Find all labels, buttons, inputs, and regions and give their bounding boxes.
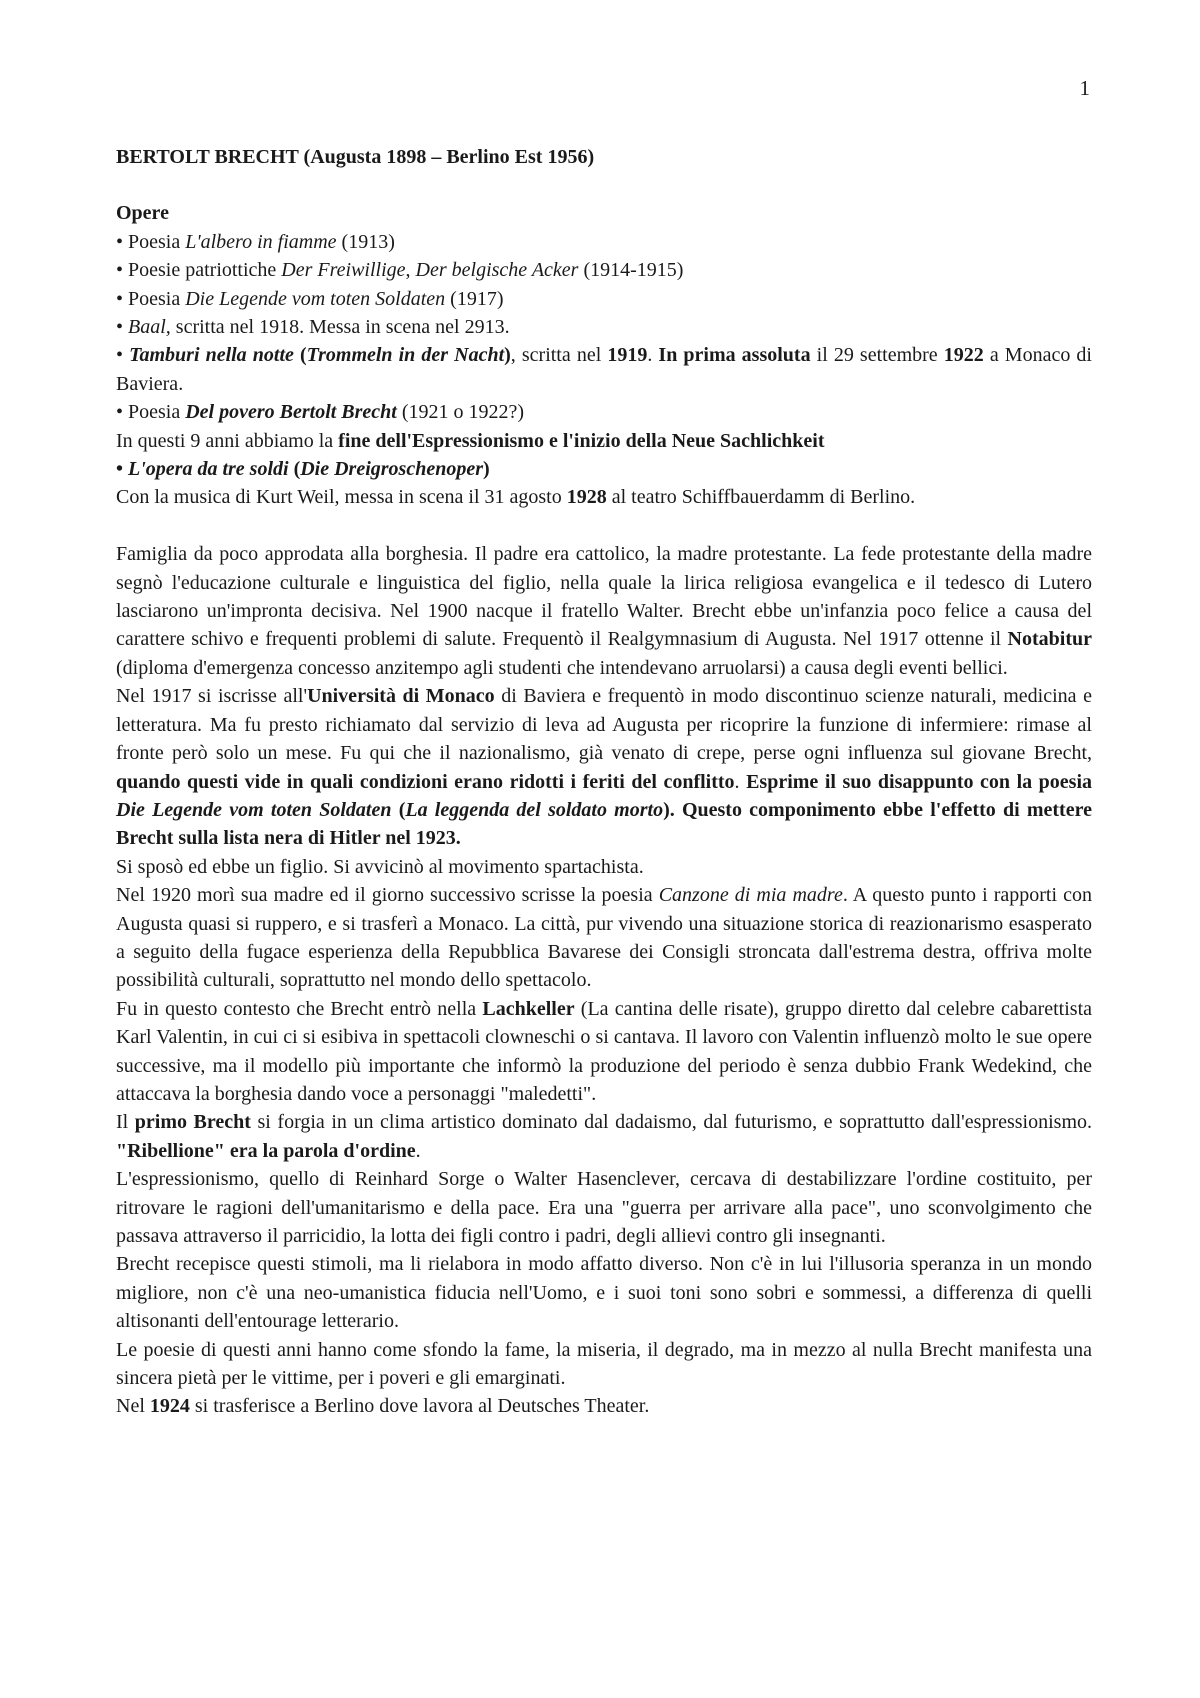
bold-run: In prima assoluta <box>658 344 811 367</box>
paragraph <box>116 1392 1092 1420</box>
text-run: • Poesia <box>116 287 186 310</box>
text-run: . A questo punto i rapporti con Augusta quasi si ruppero, e si trasferì a Monaco. La città, pur vivendo una situazione storica di reazionarismo esasperato a seguito della fugace esperienza della Repubblica Bavarese dei Consigli stroncata dall'estrema destra, offriva molte possibilità culturali, soprattutto nel mondo dello spettacolo. <box>116 884 1092 992</box>
text-run: si forgia in un clima artistico dominato dal dadaismo, dal futurismo, e soprattutto dall'espressionismo. <box>250 1111 1092 1134</box>
text-run: (1914-1915) <box>578 259 684 282</box>
bold-run: ) <box>504 344 511 367</box>
works-item <box>116 455 1092 483</box>
bold-italic-run <box>185 401 397 423</box>
works-item <box>116 285 1092 313</box>
bold-italic-run <box>307 344 505 366</box>
bold-run: 1924 <box>149 1395 190 1418</box>
bold-run: 1922 <box>943 344 984 367</box>
italic-run: Die Legende vom toten Soldaten <box>185 287 446 310</box>
works-heading: Opere <box>116 202 169 225</box>
text-run: si trasferisce a Berlino dove lavora al Deutsches Theater. <box>189 1395 650 1418</box>
paragraph <box>116 1165 1092 1250</box>
text-run: Famiglia da poco approdata alla borghesia. Il padre era cattolico, la madre protestante. La fede protestante della madre segnò l'educazione culturale e linguistica del figlio, nella quale la lirica religiosa evangelica e il tedesco di Lutero lasciarono un'impronta decisiva. Nel 1900 nacque il fratello Walter. Brecht ebbe un'infanzia poco felice a causa del carattere schivo e frequenti problemi di salute. Frequentò il Realgymnasium di Augusta. Nel 1917 ottenne il <box>116 543 1092 651</box>
text-run: di Baviera e frequentò in modo discontinuo scienze naturali, medicina e letteratura. Ma fu presto richiamato dal servizio di leva ad Augusta per ricoprire la funzione di infermiere: rimase al fronte però solo un mese. Fu qui che il nazionalismo, già venato di crepe, perse ogni influenza sul giovane Brecht, <box>116 685 1093 765</box>
text-run: Le poesie di questi anni hanno come sfondo la fame, la miseria, il degrado, ma in mezzo al nulla Brecht manifesta una sincera pietà per le vittime, per i poveri e gli emarginati. <box>116 1338 1092 1390</box>
text-run: al teatro Schiffbauerdamm di Berlino. <box>606 486 916 509</box>
text-run: a Monaco di Baviera. <box>116 344 1092 395</box>
italic-run: Der belgische Acker <box>415 259 579 282</box>
bold-run: quando questi vide in quali condizioni erano ridotti i feriti del conflitto <box>116 770 735 793</box>
bold-run: Università di Monaco <box>307 685 495 708</box>
bold-run: 1919 <box>607 344 648 367</box>
text-run: (1921 o 1922?) <box>396 401 525 424</box>
italic-run: L'albero in fiamme <box>185 230 337 253</box>
text-run: , <box>405 259 416 282</box>
text-run: L'opera da tre soldi <box>128 458 289 481</box>
works-item <box>116 341 1092 398</box>
text-run: (1913) <box>336 230 395 253</box>
works-item <box>116 427 1092 455</box>
works-section <box>116 199 1092 511</box>
works-item <box>116 256 1092 284</box>
text-run: Trommeln in der Nacht <box>306 344 505 367</box>
document-title: BERTOLT BRECHT (Augusta 1898 – Berlino Est 1956) <box>116 146 595 168</box>
bold-run: ( <box>391 798 406 821</box>
paragraph <box>116 682 1092 852</box>
bold-run: ( <box>293 344 307 367</box>
text-run: Nel <box>116 1395 150 1418</box>
text-run: • Poesia <box>116 230 186 253</box>
text-run: Die Dreigroschenoper <box>300 458 483 481</box>
works-item <box>116 398 1092 426</box>
paragraph <box>116 881 1092 995</box>
bold-run: Lachkeller <box>482 997 575 1020</box>
text-run: Fu in questo contesto che Brecht entrò nella <box>116 997 483 1020</box>
bold-italic-run <box>128 458 289 480</box>
works-item <box>116 483 1092 511</box>
bold-run: ( <box>288 458 301 481</box>
text-run: Con la musica di Kurt Weil, messa in scena il 31 agosto <box>116 486 567 509</box>
italic-run: Der Freiwillige <box>281 259 406 282</box>
bold-run: Notabitur <box>1007 628 1092 651</box>
text-run: • Poesie patriottiche <box>116 259 282 282</box>
italic-run: Baal, <box>128 316 171 339</box>
text-run: Die Legende vom toten Soldaten <box>116 798 392 821</box>
text-run: Del povero Bertolt Brecht <box>185 401 397 424</box>
paragraph <box>116 1336 1092 1393</box>
text-run: scritta nel 1918. Messa in scena nel 2913. <box>170 316 510 339</box>
text-run: Si sposò ed ebbe un figlio. Si avvicinò al movimento spartachista. <box>116 855 644 878</box>
document-body <box>116 143 1092 1421</box>
text-run: il 29 settembre <box>810 344 944 367</box>
bold-run: fine dell'Espressionismo e l'inizio della Neue Sachlichkeit <box>338 429 825 452</box>
text-run: (La cantina delle risate), gruppo diretto dal celebre cabarettista Karl Valentin, in cui ci si esibiva in spettacoli clowneschi o si cantava. Il lavoro con Valentin influenzò molto le sue opere successive, ma il modello più importante che informò la produzione del periodo è senza dubbio Frank Wedekind, che attaccava la borghesia dando voce a personaggi "maledetti". <box>116 997 1092 1105</box>
bold-italic-run <box>300 458 483 480</box>
works-item <box>116 313 1092 341</box>
paragraph <box>116 995 1092 1109</box>
text-run: . <box>734 770 747 793</box>
text-run: Brecht recepisce questi stimoli, ma li rielabora in modo affatto diverso. Non c'è in lui l'illusoria speranza in un mondo migliore, non c'è una neo-umanistica fiducia nell'Uomo, e i suoi toni sono sobri e sommessi, a differenza di quelli altisonanti dell'entourage letterario. <box>116 1253 1092 1333</box>
text-run: L'espressionismo, quello di Reinhard Sorge o Walter Hasenclever, cercava di destabilizzare l'ordine costituito, per ritrovare le ragioni dell'umanitarismo e della pace. Era una "guerra per arrivare alla pace", uno sconvolgimento che passava attraverso il parricidio, la lotta dei figli contro i padri, degli allievi contro gli insegnanti. <box>116 1168 1092 1248</box>
text-run: La leggenda del soldato morto <box>405 798 664 821</box>
text-run: Il <box>116 1111 135 1134</box>
biography-text <box>116 540 1092 1421</box>
works-list <box>116 228 1092 512</box>
paragraph <box>116 853 1092 881</box>
paragraph <box>116 540 1092 682</box>
text-run: (diploma d'emergenza concesso anzitempo agli studenti che intendevano arruolarsi) a causa degli eventi bellici. <box>116 656 1008 679</box>
page-number: 1 <box>1079 76 1090 100</box>
paragraph <box>116 1108 1092 1165</box>
text-run: Nel 1917 si iscrisse all' <box>116 685 308 708</box>
text-run: , scritta nel <box>510 344 608 367</box>
bold-run: "Ribellione" era la parola d'ordine <box>116 1139 416 1162</box>
bold-italic-run <box>116 799 391 821</box>
text-run: In questi 9 anni abbiamo la <box>116 429 339 452</box>
section-gap <box>116 512 1092 540</box>
works-item <box>116 228 1092 256</box>
text-run: • <box>116 316 129 339</box>
bold-italic-run <box>405 799 663 821</box>
text-run: • <box>116 344 130 367</box>
bold-run: 1928 <box>566 486 607 509</box>
paragraph <box>116 1250 1092 1335</box>
text-run: • Poesia <box>116 401 186 424</box>
bold-italic-run <box>129 344 294 366</box>
bold-run: primo Brecht <box>134 1111 251 1134</box>
bold-run: ) <box>483 458 490 481</box>
bold-run: ). Questo componimento ebbe l'effetto di mettere Brecht sulla lista nera di Hitler nel 1923. <box>116 798 1092 850</box>
text-run: . <box>415 1139 421 1162</box>
text-run: Tamburi nella notte <box>129 344 294 367</box>
text-run: (1917) <box>445 287 504 310</box>
text-run: . <box>647 344 659 367</box>
italic-run: Canzone di mia madre <box>658 884 843 907</box>
text-run: Nel 1920 morì sua madre ed il giorno successivo scrisse la poesia <box>116 884 659 907</box>
bold-run: Esprime il suo disappunto con la poesia <box>746 770 1093 793</box>
bold-run: • <box>116 458 129 481</box>
